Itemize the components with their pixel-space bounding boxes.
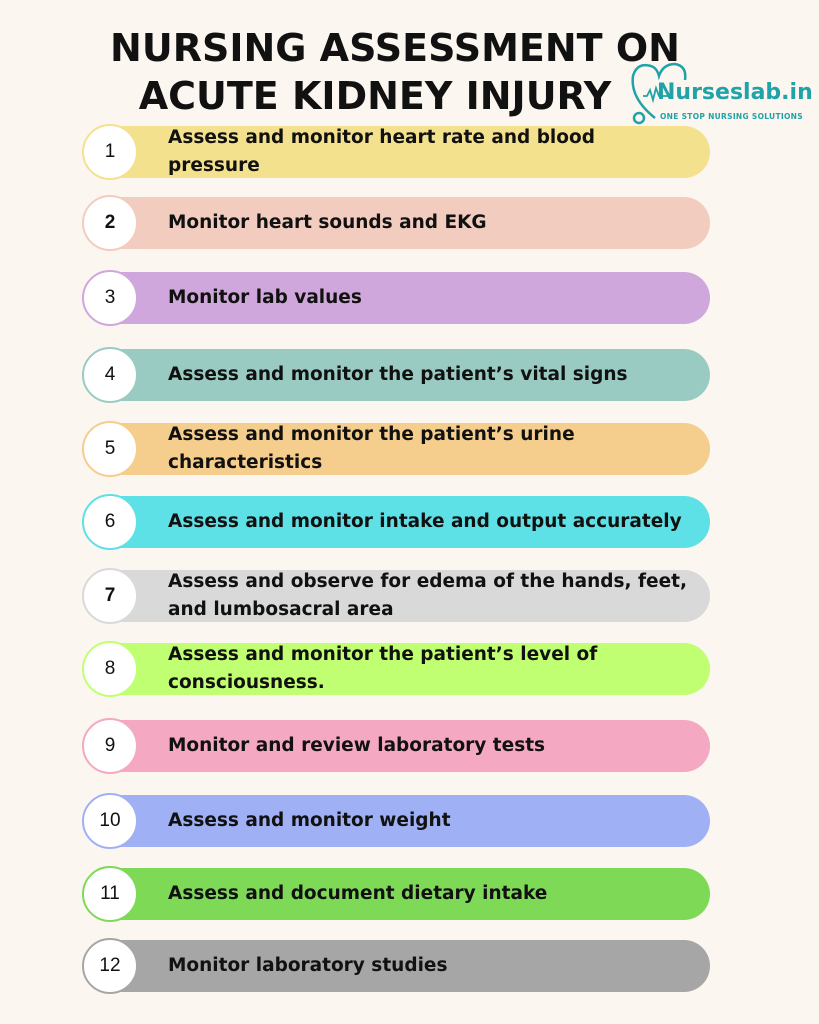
item-number-badge: 10 — [82, 793, 138, 849]
item-text: Assess and monitor the patient’s urine characteristics — [168, 424, 575, 473]
nurseslab-logo — [625, 58, 815, 128]
assessment-item — [82, 270, 710, 326]
assessment-item — [82, 641, 710, 697]
item-text: Monitor lab values — [168, 287, 362, 308]
assessment-item — [82, 421, 710, 477]
item-text: Assess and monitor weight — [168, 810, 451, 831]
item-text: Monitor heart sounds and EKG — [168, 212, 487, 233]
assessment-item — [82, 494, 710, 550]
item-number-badge: 7 — [82, 568, 138, 624]
assessment-item — [82, 718, 710, 774]
assessment-item — [82, 195, 710, 251]
item-number-badge: 11 — [82, 866, 138, 922]
item-text: Assess and observe for edema of the hands, feet, and lumbosacral area — [168, 571, 687, 620]
item-text: Monitor and review laboratory tests — [168, 735, 546, 756]
item-number-badge: 12 — [82, 938, 138, 994]
item-number-badge: 4 — [82, 347, 138, 403]
item-text: Assess and monitor intake and output accurately — [168, 511, 682, 532]
title-line-1: NURSING ASSESSMENT ON — [110, 26, 680, 70]
title-line-2: ACUTE KIDNEY INJURY — [138, 74, 612, 118]
item-number-badge: 1 — [82, 124, 138, 180]
item-number-badge: 9 — [82, 718, 138, 774]
item-number-badge: 8 — [82, 641, 138, 697]
assessment-item — [82, 347, 710, 403]
item-number-badge: 5 — [82, 421, 138, 477]
item-text: Assess and monitor the patient’s vital signs — [168, 364, 628, 385]
item-number-badge: 3 — [82, 270, 138, 326]
item-text: Assess and monitor heart rate and blood pressure — [168, 127, 595, 176]
assessment-item — [82, 866, 710, 922]
item-text: Assess and document dietary intake — [168, 883, 548, 904]
item-number-badge: 6 — [82, 494, 138, 550]
item-text: Monitor laboratory studies — [168, 955, 448, 976]
logo-tagline: ONE STOP NURSING SOLUTIONS — [660, 112, 803, 121]
item-number-badge: 2 — [82, 195, 138, 251]
logo-name: Nurseslab.in — [657, 80, 813, 105]
assessment-item — [82, 124, 710, 180]
item-text: Assess and monitor the patient’s level of consciousness. — [168, 644, 598, 693]
assessment-item — [82, 938, 710, 994]
assessment-item — [82, 793, 710, 849]
assessment-item — [82, 568, 710, 624]
